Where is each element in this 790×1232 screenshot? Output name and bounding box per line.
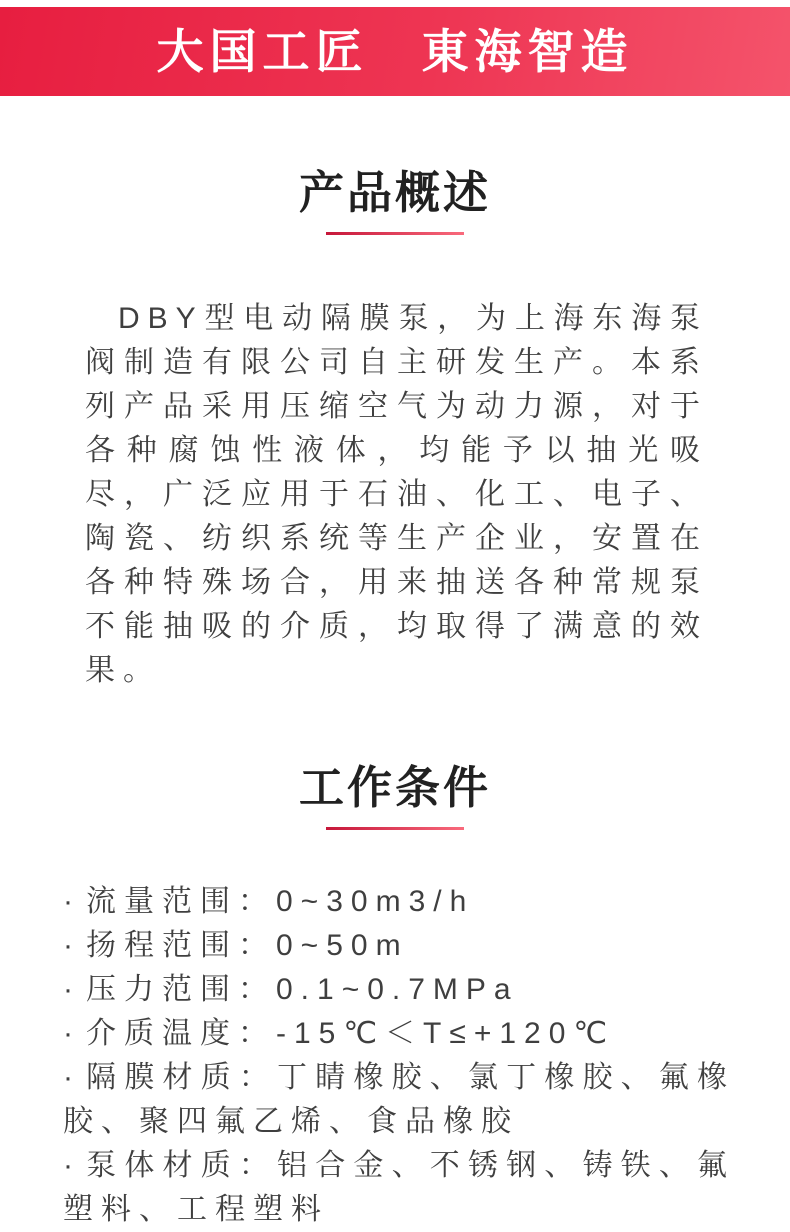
bullet-dot: · xyxy=(63,1149,73,1182)
bullet-dot: · xyxy=(63,929,73,962)
spec-list xyxy=(63,880,735,1232)
product-description-page xyxy=(0,7,790,1224)
bullet-dot: · xyxy=(63,1061,73,1094)
spec-item-head-range xyxy=(63,924,735,968)
overview-paragraph: DBY型电动隔膜泵，为上海东海泵阀制造有限公司自主研发生产。本系列产品采用压缩空气为动力源，对于各种腐蚀性液体，均能予以抽光吸尽，广泛应用于石油、化工、电子、陶瓷、纺织系统等生产企业，安置在各种特殊场合，用来抽送各种常规泵不能抽吸的介质，均取得了满意的效果。 xyxy=(85,302,708,687)
spec-item-medium-temperature xyxy=(63,1012,735,1056)
spec-item-flow-range xyxy=(63,880,735,924)
spec-text: 介质温度：-15℃＜T≤+120℃ xyxy=(86,1017,616,1050)
spec-text: 泵体材质：铝合金、不锈钢、铸铁、氟塑料、工程塑料 xyxy=(63,1149,735,1226)
content xyxy=(0,167,790,1232)
bullet-dot: · xyxy=(63,973,73,1006)
spec-item-pump-body-material xyxy=(63,1144,735,1232)
spec-text: 隔膜材质：丁睛橡胶、氯丁橡胶、氟橡胶、聚四氟乙烯、食品橡胶 xyxy=(63,1061,735,1138)
spec-item-diaphragm-material xyxy=(63,1056,735,1144)
section-product-overview xyxy=(0,167,790,693)
spec-text: 流量范围：0~30m3/h xyxy=(86,885,475,918)
overview-title-underline xyxy=(326,232,464,235)
conditions-title-underline xyxy=(326,827,464,830)
spec-text: 压力范围：0.1~0.7MPa xyxy=(86,973,519,1006)
top-banner xyxy=(0,7,790,96)
bullet-dot: · xyxy=(63,885,73,918)
spec-text: 扬程范围：0~50m xyxy=(86,929,409,962)
bullet-dot: · xyxy=(63,1017,73,1050)
section-title-overview: 产品概述 xyxy=(298,167,491,218)
spec-item-pressure-range xyxy=(63,968,735,1012)
section-title-conditions: 工作条件 xyxy=(298,762,491,813)
section-working-conditions xyxy=(0,762,790,1232)
banner-title: 大国工匠 東海智造 xyxy=(156,25,634,78)
